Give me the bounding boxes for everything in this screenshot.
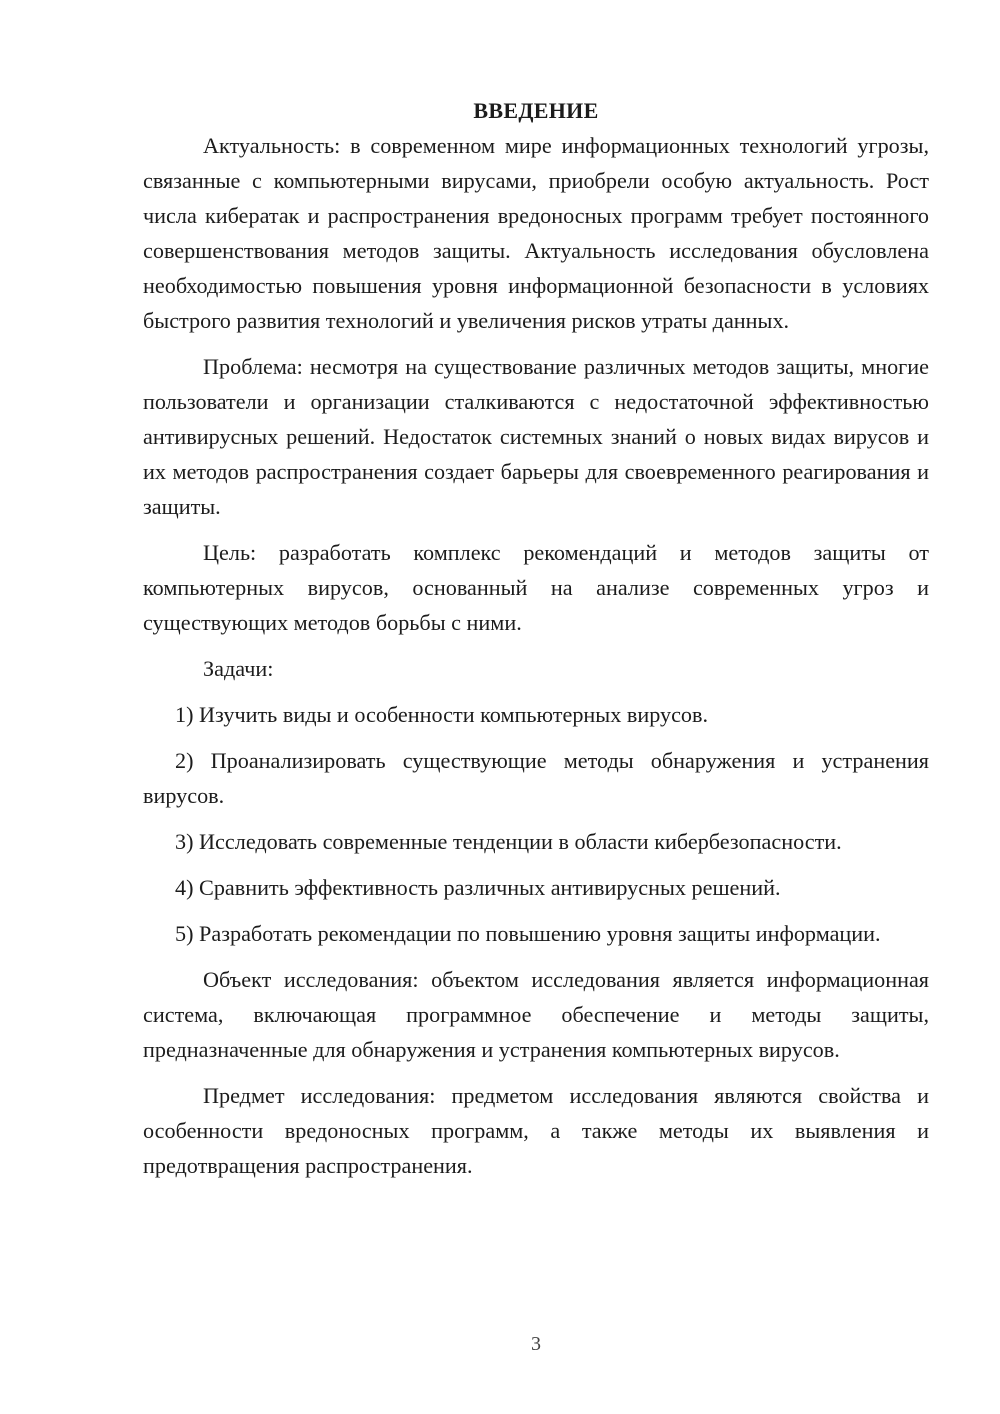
paragraph-object: Объект исследования: объектом исследования является информационная система, включающая программное обеспечение и методы защиты, предназначенные для обнаружения и устранения компьютерных вирусов.	[143, 967, 929, 1062]
page-title: ВВЕДЕНИЕ	[473, 98, 599, 123]
task-item-2: 2) Проанализировать существующие методы обнаружения и устранения вирусов.	[143, 748, 929, 808]
task-item-4: 4) Сравнить эффективность различных антивирусных решений.	[175, 875, 781, 900]
task-item-1: 1) Изучить виды и особенности компьютерных вирусов.	[175, 702, 709, 727]
paragraph-relevance: Актуальность: в современном мире информационных технологий угрозы, связанные с компьютерными вирусами, приобрели особую актуальность. Рост числа кибератак и распространения вредоносных программ требует постоянного совершенствования методов защиты. Актуальность исследования обусловлена необходимостью повышения уровня информационной безопасности в условиях быстрого развития технологий и увеличения рисков утраты данных.	[143, 133, 929, 333]
task-item-5: 5) Разработать рекомендации по повышению уровня защиты информации.	[175, 921, 881, 946]
paragraph-subject: Предмет исследования: предметом исследования являются свойства и особенности вредоносных программ, а также методы их выявления и предотвращения распространения.	[143, 1083, 929, 1178]
paragraph-tasks-heading: Задачи:	[203, 656, 274, 681]
paragraph-problem: Проблема: несмотря на существование различных методов защиты, многие пользователи и организации сталкиваются с недостаточной эффективностью антивирусных решений. Недостаток системных знаний о новых видах вирусов и их методов распространения создает барьеры для своевременного реагирования и защиты.	[143, 354, 929, 519]
document-page	[143, 96, 929, 1194]
page-number: 3	[531, 1333, 541, 1355]
paragraph-goal: Цель: разработать комплекс рекомендаций и методов защиты от компьютерных вирусов, основанный на анализе современных угроз и существующих методов борьбы с ними.	[143, 540, 929, 635]
task-item-3: 3) Исследовать современные тенденции в области кибербезопасности.	[175, 829, 842, 854]
